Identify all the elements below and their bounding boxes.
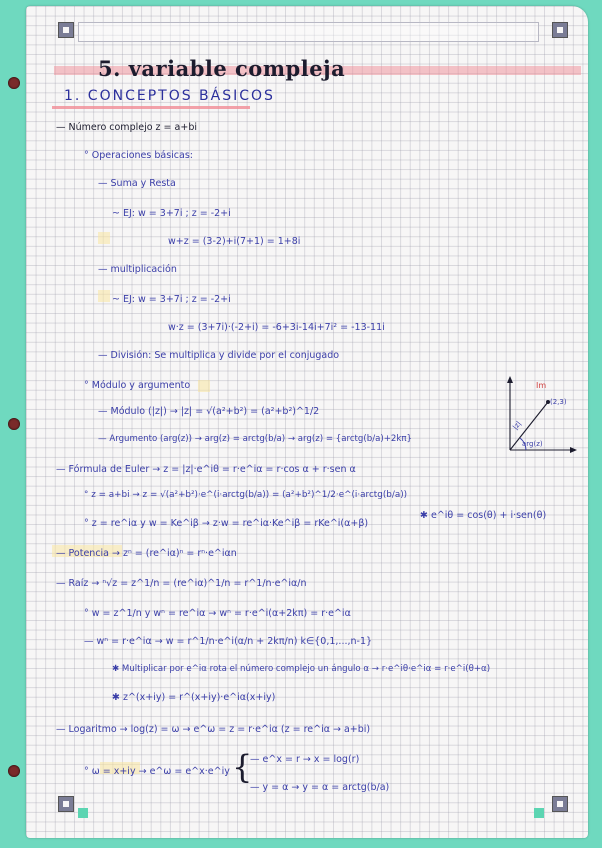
im-axis-label: Im [536, 381, 547, 390]
line-operaciones: ° Operaciones básicas: [84, 150, 193, 161]
line-raiz2: — wⁿ = r·e^iα → w = r^1/n·e^i(α/n + 2kπ/n) k∈{0,1,...,n-1} [84, 636, 373, 647]
corner-mark-icon [552, 796, 568, 812]
brace-icon: { [232, 748, 253, 786]
point-label: (2,3) [550, 398, 567, 406]
highlight-mark [198, 380, 210, 392]
line-raiz4: ✱ z^(x+iy) = r^(x+iy)·e^iα(x+iy) [112, 692, 276, 703]
line-euler: — Fórmula de Euler → z = |z|·e^iθ = r·e^iα = r·cos α + r·sen α [56, 464, 356, 475]
line-raiz1: ° w = z^1/n y wⁿ = re^iα → wⁿ = r·e^i(α+2kπ) = r·e^iα [84, 608, 351, 619]
arrow-right-icon [570, 447, 577, 453]
line-log: — Logaritmo → log(z) = ω → e^ω = z = r·e^iα (z = re^iα → a+bi) [56, 724, 371, 735]
line-log1: ° ω = x+iy → e^ω = e^x·e^iy [84, 766, 230, 777]
line-euler1: ° z = a+bi → z = √(a²+b²)·e^(i·arctg(b/a)) = (a²+b²)^1/2·e^(i·arctg(b/a)) [84, 490, 408, 500]
line-numero: — Número complejo z = a+bi [56, 122, 197, 133]
line-ej1b: w+z = (3-2)+i(7+1) = 1+8i [168, 236, 301, 247]
line-ej2: ~ EJ: w = 3+7i ; z = -2+i [112, 294, 231, 305]
binder-hole [8, 765, 20, 777]
line-division: — División: Se multiplica y divide por el conjugado [98, 350, 340, 361]
line-modulo: ° Módulo y argumento [84, 380, 191, 391]
line-raiz: — Raíz → ⁿ√z = z^1/n = (re^iα)^1/n = r^1/n·e^iα/n [56, 578, 307, 589]
angle-label: arg(z) [522, 440, 543, 448]
line-ej1: ~ EJ: w = 3+7i ; z = -2+i [112, 208, 231, 219]
page-title: 5. variable compleja [98, 56, 346, 81]
section-heading: 1. CONCEPTOS BÁSICOS [64, 88, 275, 104]
modulus-label: |z| [511, 419, 523, 432]
line-suma: — Suma y Resta [98, 178, 176, 189]
corner-mark-icon [58, 796, 74, 812]
highlight-mark [98, 290, 110, 302]
corner-mark-icon [552, 22, 568, 38]
line-ej2b: w·z = (3+7i)·(-2+i) = -6+3i-14i+7i² = -13-11i [168, 322, 385, 333]
line-mult: — multiplicación [98, 264, 177, 275]
binder-hole [8, 418, 20, 430]
corner-mark-icon [58, 22, 74, 38]
complex-plane-diagram [496, 372, 578, 456]
arrow-up-icon [507, 376, 513, 383]
binder-hole [8, 77, 20, 89]
highlight-mark [98, 232, 110, 244]
square-mark-icon [534, 808, 544, 818]
line-euler-note: ✱ e^iθ = cos(θ) + i·sen(θ) [420, 510, 547, 521]
line-mod-formula: — Módulo (|z|) → |z| = √(a²+b²) = (a²+b²)^1/2 [98, 406, 320, 417]
square-mark-icon [78, 808, 88, 818]
line-log2: — e^x = r → x = log(r) [250, 754, 360, 765]
line-potencia: — Potencia → zⁿ = (re^iα)ⁿ = rⁿ·e^iαn [56, 548, 237, 559]
line-arg-formula: — Argumento (arg(z)) → arg(z) = arctg(b/a) → arg(z) = {arctg(b/a)+2kπ} [98, 434, 412, 444]
line-raiz3: ✱ Multiplicar por e^iα rota el número complejo un ángulo α → r·e^iθ·e^iα = r·e^i(θ+α) [112, 664, 491, 674]
section-underline [52, 106, 250, 109]
header-box [78, 22, 539, 42]
line-log3: — y = α → y = α = arctg(b/a) [250, 782, 390, 793]
line-euler2: ° z = re^iα y w = Ke^iβ → z·w = re^iα·Ke^iβ = rKe^i(α+β) [84, 518, 369, 529]
